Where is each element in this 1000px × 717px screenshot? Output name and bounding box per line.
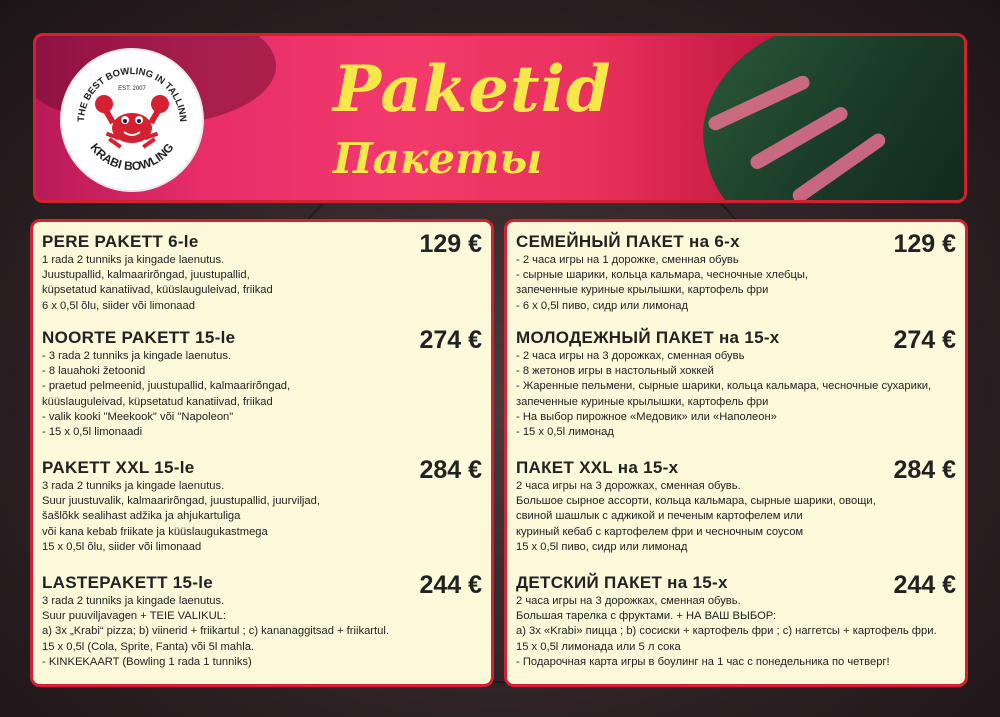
package-description-line: - Жаренные пельмени, сырные шарики, кольца кальмара, чесночные сухарики, xyxy=(516,380,932,393)
package-name: МОЛОДЕЖНЫЙ ПАКЕТ на 15-х xyxy=(516,328,780,347)
package-description-line: - 15 x 0,5l limonaadi xyxy=(42,426,143,439)
package-description-line: - 2 часа игры на 1 дорожке, сменная обувь xyxy=(516,254,739,266)
package-description-line: a) 3x «Krabi» пицца ; b) сосиски + картофель фри ; c) наггетсы + картофель фри. xyxy=(516,625,937,638)
packages-panel-russian xyxy=(504,219,968,687)
package-name: NOORTE PAKETT 15-le xyxy=(42,328,236,347)
page-title: Paketid xyxy=(333,52,612,127)
krabi-bowling-logo xyxy=(60,48,204,192)
package-card xyxy=(516,328,956,440)
package-description-line: свиной шашлык с аджикой и печеным картофелем или xyxy=(516,510,803,523)
package-price: 274 € xyxy=(419,326,482,354)
package-description-line: 15 x 0,5l õlu, siider või limonaad xyxy=(42,540,202,553)
package-price: 244 € xyxy=(893,571,956,599)
package-price: 129 € xyxy=(419,230,482,258)
package-description-line: küüslauguleivad, küpsetatud kanatiivad, friikad xyxy=(42,395,273,408)
package-description-line: - 6 x 0,5l пиво, сидр или лимонад xyxy=(516,299,689,312)
package-card xyxy=(42,328,482,440)
package-description-line: 2 часа игры на 3 дорожках, сменная обувь. xyxy=(516,480,741,492)
package-price: 274 € xyxy=(893,326,956,354)
package-description-line: - 8 lauahoki žetoonid xyxy=(42,365,146,378)
package-description-line: - 8 жетонов игры в настольный хоккей xyxy=(516,365,714,378)
package-description-line: 15 x 0,5l (Cola, Sprite, Fanta) või 5l mahla. xyxy=(42,640,255,653)
package-card xyxy=(516,573,956,670)
package-description-line: Большая тарелка с фруктами. + НА ВАШ ВЫБОР: xyxy=(516,610,777,623)
page-title-russian: Пакеты xyxy=(333,134,543,183)
package-price: 129 € xyxy=(893,230,956,258)
package-description-line: - KINKEKAART (Bowling 1 rada 1 tunniks) xyxy=(42,655,252,668)
package-name: СЕМЕЙНЫЙ ПАКЕТ на 6-х xyxy=(516,232,740,251)
logo-bottom-text: KRABI BOWLING xyxy=(87,140,177,174)
package-name: ПАКЕТ XXL на 15-х xyxy=(516,458,679,477)
package-description-line: Suur juustuvalik, kalmaarirõngad, juustupallid, juurviljad, xyxy=(42,495,320,508)
logo-est-text: EST. 2007 xyxy=(118,86,146,92)
package-description-line: - 15 x 0,5l лимонад xyxy=(516,426,614,439)
package-description-line: куриный кебаб с картофелем фри и чесночным соусом xyxy=(516,525,804,538)
svg-text:KRABI BOWLING xyxy=(88,140,177,173)
package-price: 284 € xyxy=(419,456,482,484)
package-description-line: 1 rada 2 tunniks ja kingade laenutus. xyxy=(42,254,225,266)
package-description-line: šašlõkk sealihast adžika ja ahjukartuliga xyxy=(42,510,241,523)
package-description-line: - сырные шарики, кольца кальмара, чесночные хлебцы, xyxy=(516,269,809,282)
crab-icon xyxy=(62,50,202,190)
package-name: PERE PAKETT 6-le xyxy=(42,232,199,251)
logo-top-text: THE BEST BOWLING IN TALLINN xyxy=(75,65,189,123)
package-description-line: - 3 rada 2 tunniks ja kingade laenutus. xyxy=(42,350,232,362)
package-card xyxy=(516,232,956,314)
package-description-line: Большое сырное ассорти, кольца кальмара, сырные шарики, овощи, xyxy=(516,495,876,508)
package-description-line: 2 часа игры на 3 дорожках, сменная обувь. xyxy=(516,595,741,607)
package-description-line: Suur puuviljavagen + TEIE VALIKUL: xyxy=(42,610,226,623)
package-description-line: - На выбор пирожное «Медовик» или «Наполеон» xyxy=(516,410,777,423)
package-card xyxy=(516,458,956,555)
package-description-line: küpsetatud kanatiivad, küüslauguleivad, friikad xyxy=(42,284,273,297)
package-price: 284 € xyxy=(893,456,956,484)
package-description-line: запеченные куриные крылышки, картофель фри xyxy=(516,284,769,297)
package-card xyxy=(42,458,482,555)
package-description-line: - valik kooki "Meekook" või "Napoleon" xyxy=(42,410,234,423)
package-price: 244 € xyxy=(419,571,482,599)
package-name: LASTEPAKETT 15-le xyxy=(42,573,214,592)
package-description-line: 3 rada 2 tunniks ja kingade laenutus. xyxy=(42,595,225,607)
package-name: PAKETT XXL 15-le xyxy=(42,458,195,477)
package-description-line: - praetud pelmeenid, juustupallid, kalmaarirõngad, xyxy=(42,380,291,393)
package-name: ДЕТСКИЙ ПАКЕТ на 15-х xyxy=(516,573,728,592)
package-card xyxy=(42,573,482,670)
package-description-line: 6 x 0,5l õlu, siider või limonaad xyxy=(42,299,195,312)
package-description-line: - 2 часа игры на 3 дорожках, сменная обувь xyxy=(516,350,745,362)
package-description-line: - Подарочная карта игры в боулинг на 1 час с понедельника по четверг! xyxy=(516,655,890,668)
package-description-line: või kana kebab friikate ja küüslaugukastmega xyxy=(42,525,268,538)
packages-panel-estonian xyxy=(30,219,494,687)
package-card xyxy=(42,232,482,314)
package-description-line: 15 x 0,5l лимонада или 5 л сока xyxy=(516,640,681,653)
package-description-line: Juustupallid, kalmaarirõngad, juustupallid, xyxy=(42,269,250,282)
package-description-line: a) 3x „Krabi“ pizza; b) viinerid + friikartul ; c) kananaggitsad + friikartul. xyxy=(42,625,389,638)
package-description-line: 15 x 0,5l пиво, сидр или лимонад xyxy=(516,540,688,553)
package-description-line: 3 rada 2 tunniks ja kingade laenutus. xyxy=(42,480,225,492)
package-description-line: запеченные куриные крылышки, картофель фри xyxy=(516,395,769,408)
